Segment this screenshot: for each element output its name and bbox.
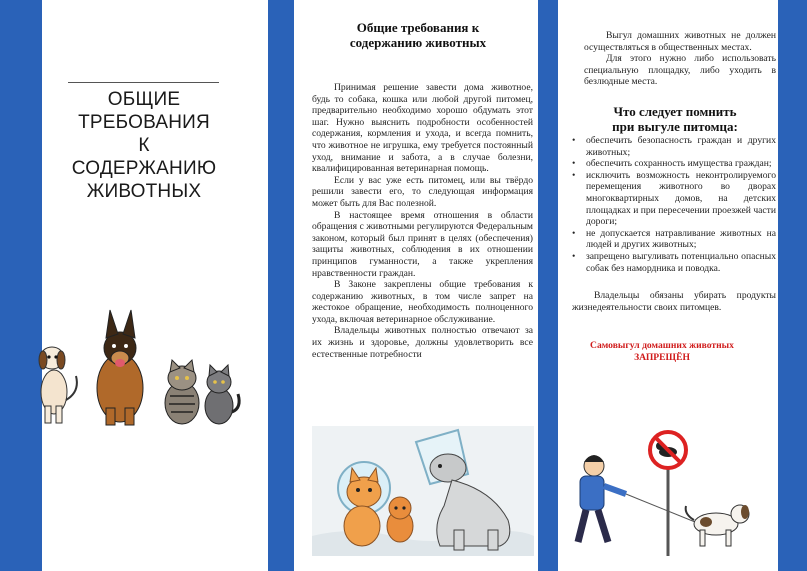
cover-title	[70, 88, 218, 203]
middle-heading-line: Общие требования к	[356, 20, 480, 35]
paragraph: Принимая решение завести дома животное, будь то собака, кошка или любой другой питомец, предварительно необходимо хорошо обдумать этот шаг. Нужно выяснить подробности особенностей содержания, кормления и ухода, и всегда помнить, что животное не игрушка, ему требуется постоянный уход, внимание и забота, а в случае болезни, квалифицированная ветеринарная помощь.	[312, 82, 533, 175]
cover-title-line: ТРЕБОВАНИЯ	[78, 112, 210, 133]
left-band	[0, 0, 42, 571]
cover-title-line: К	[138, 135, 150, 156]
middle-heading-line: содержанию животных	[349, 35, 487, 50]
paragraph: Владельцы обязаны убирать продукты жизнедеятельности своих питомцев.	[572, 290, 776, 313]
walking-heading-line: при выгуле питомца:	[612, 119, 738, 134]
cover-pets-illustration	[34, 300, 244, 432]
list-item: • обеспечить сохранность имущества граждан;	[572, 158, 776, 170]
grey-cat-illustration	[205, 365, 239, 424]
cover-title-line: ОБЩИЕ	[107, 89, 181, 110]
tabby-cat-illustration	[165, 360, 199, 424]
list-item: • обеспечить безопасность граждан и других животных;	[572, 135, 776, 158]
paragraph: В настоящее время отношения в области обращения с животными регулируются Федеральным законом, который был принят в целях (обеспечения) защиты животных, соблюдения в их отношении принципов гуманности, а также укрепления нравственности граждан.	[312, 209, 533, 279]
cover-panel	[42, 0, 268, 571]
warning-line: ЗАПРЕЩЁН	[634, 351, 690, 363]
shepherd-illustration	[97, 310, 143, 425]
paragraph: Владельцы животных полностью отвечают за их жизнь и здоровье, должны удовлетворить все естественные потребности	[312, 325, 533, 360]
cover-title-line: СОДЕРЖАНИЮ	[71, 158, 217, 179]
walking-heading	[575, 104, 775, 134]
right-band	[778, 0, 807, 571]
warning-line: Самовыгул домашних животных	[590, 340, 734, 351]
walking-heading-line: Что следует помнить	[613, 104, 737, 119]
center-band-right	[538, 0, 558, 571]
beagle-illustration	[39, 347, 77, 423]
cover-rule	[68, 82, 219, 83]
walking-rules-list	[572, 135, 776, 274]
closing-note	[572, 290, 776, 313]
warning-text	[567, 340, 757, 363]
list-item: • не допускается натравливание животных на людей и других животных;	[572, 228, 776, 251]
paragraph: В Законе закреплены общие требования к содержанию животных, в том числе запрет на жестокое обращение, необходимость полноценного ухода, включая ветеринарное обслуживание.	[312, 279, 533, 325]
paragraph: Выгул домашних животных не должен осуществляться в общественных местах.	[584, 30, 776, 53]
pets-with-collars-illustration	[312, 426, 534, 556]
paragraph: Для этого нужно либо использовать специальную площадку, либо уходить в безлюдные места.	[584, 53, 776, 88]
center-band-left	[268, 0, 294, 571]
dog-walking-illustration	[560, 424, 766, 558]
paragraph: Если у вас уже есть питомец, или вы твёрдо решили завести его, то следующая информация может быть для Вас полезной.	[312, 174, 533, 209]
list-item: • запрещено выгуливать потенциально опасных собак без намордника и поводка.	[572, 251, 776, 274]
middle-body	[312, 82, 533, 360]
cover-title-line: ЖИВОТНЫХ	[86, 181, 202, 202]
middle-heading	[318, 20, 518, 50]
list-item: • исключить возможность неконтролируемого перемещения животного во дворах многоквартирных домов, на детских площадках и при пересечении проезжей части дороги;	[572, 170, 776, 228]
right-intro	[584, 30, 776, 88]
